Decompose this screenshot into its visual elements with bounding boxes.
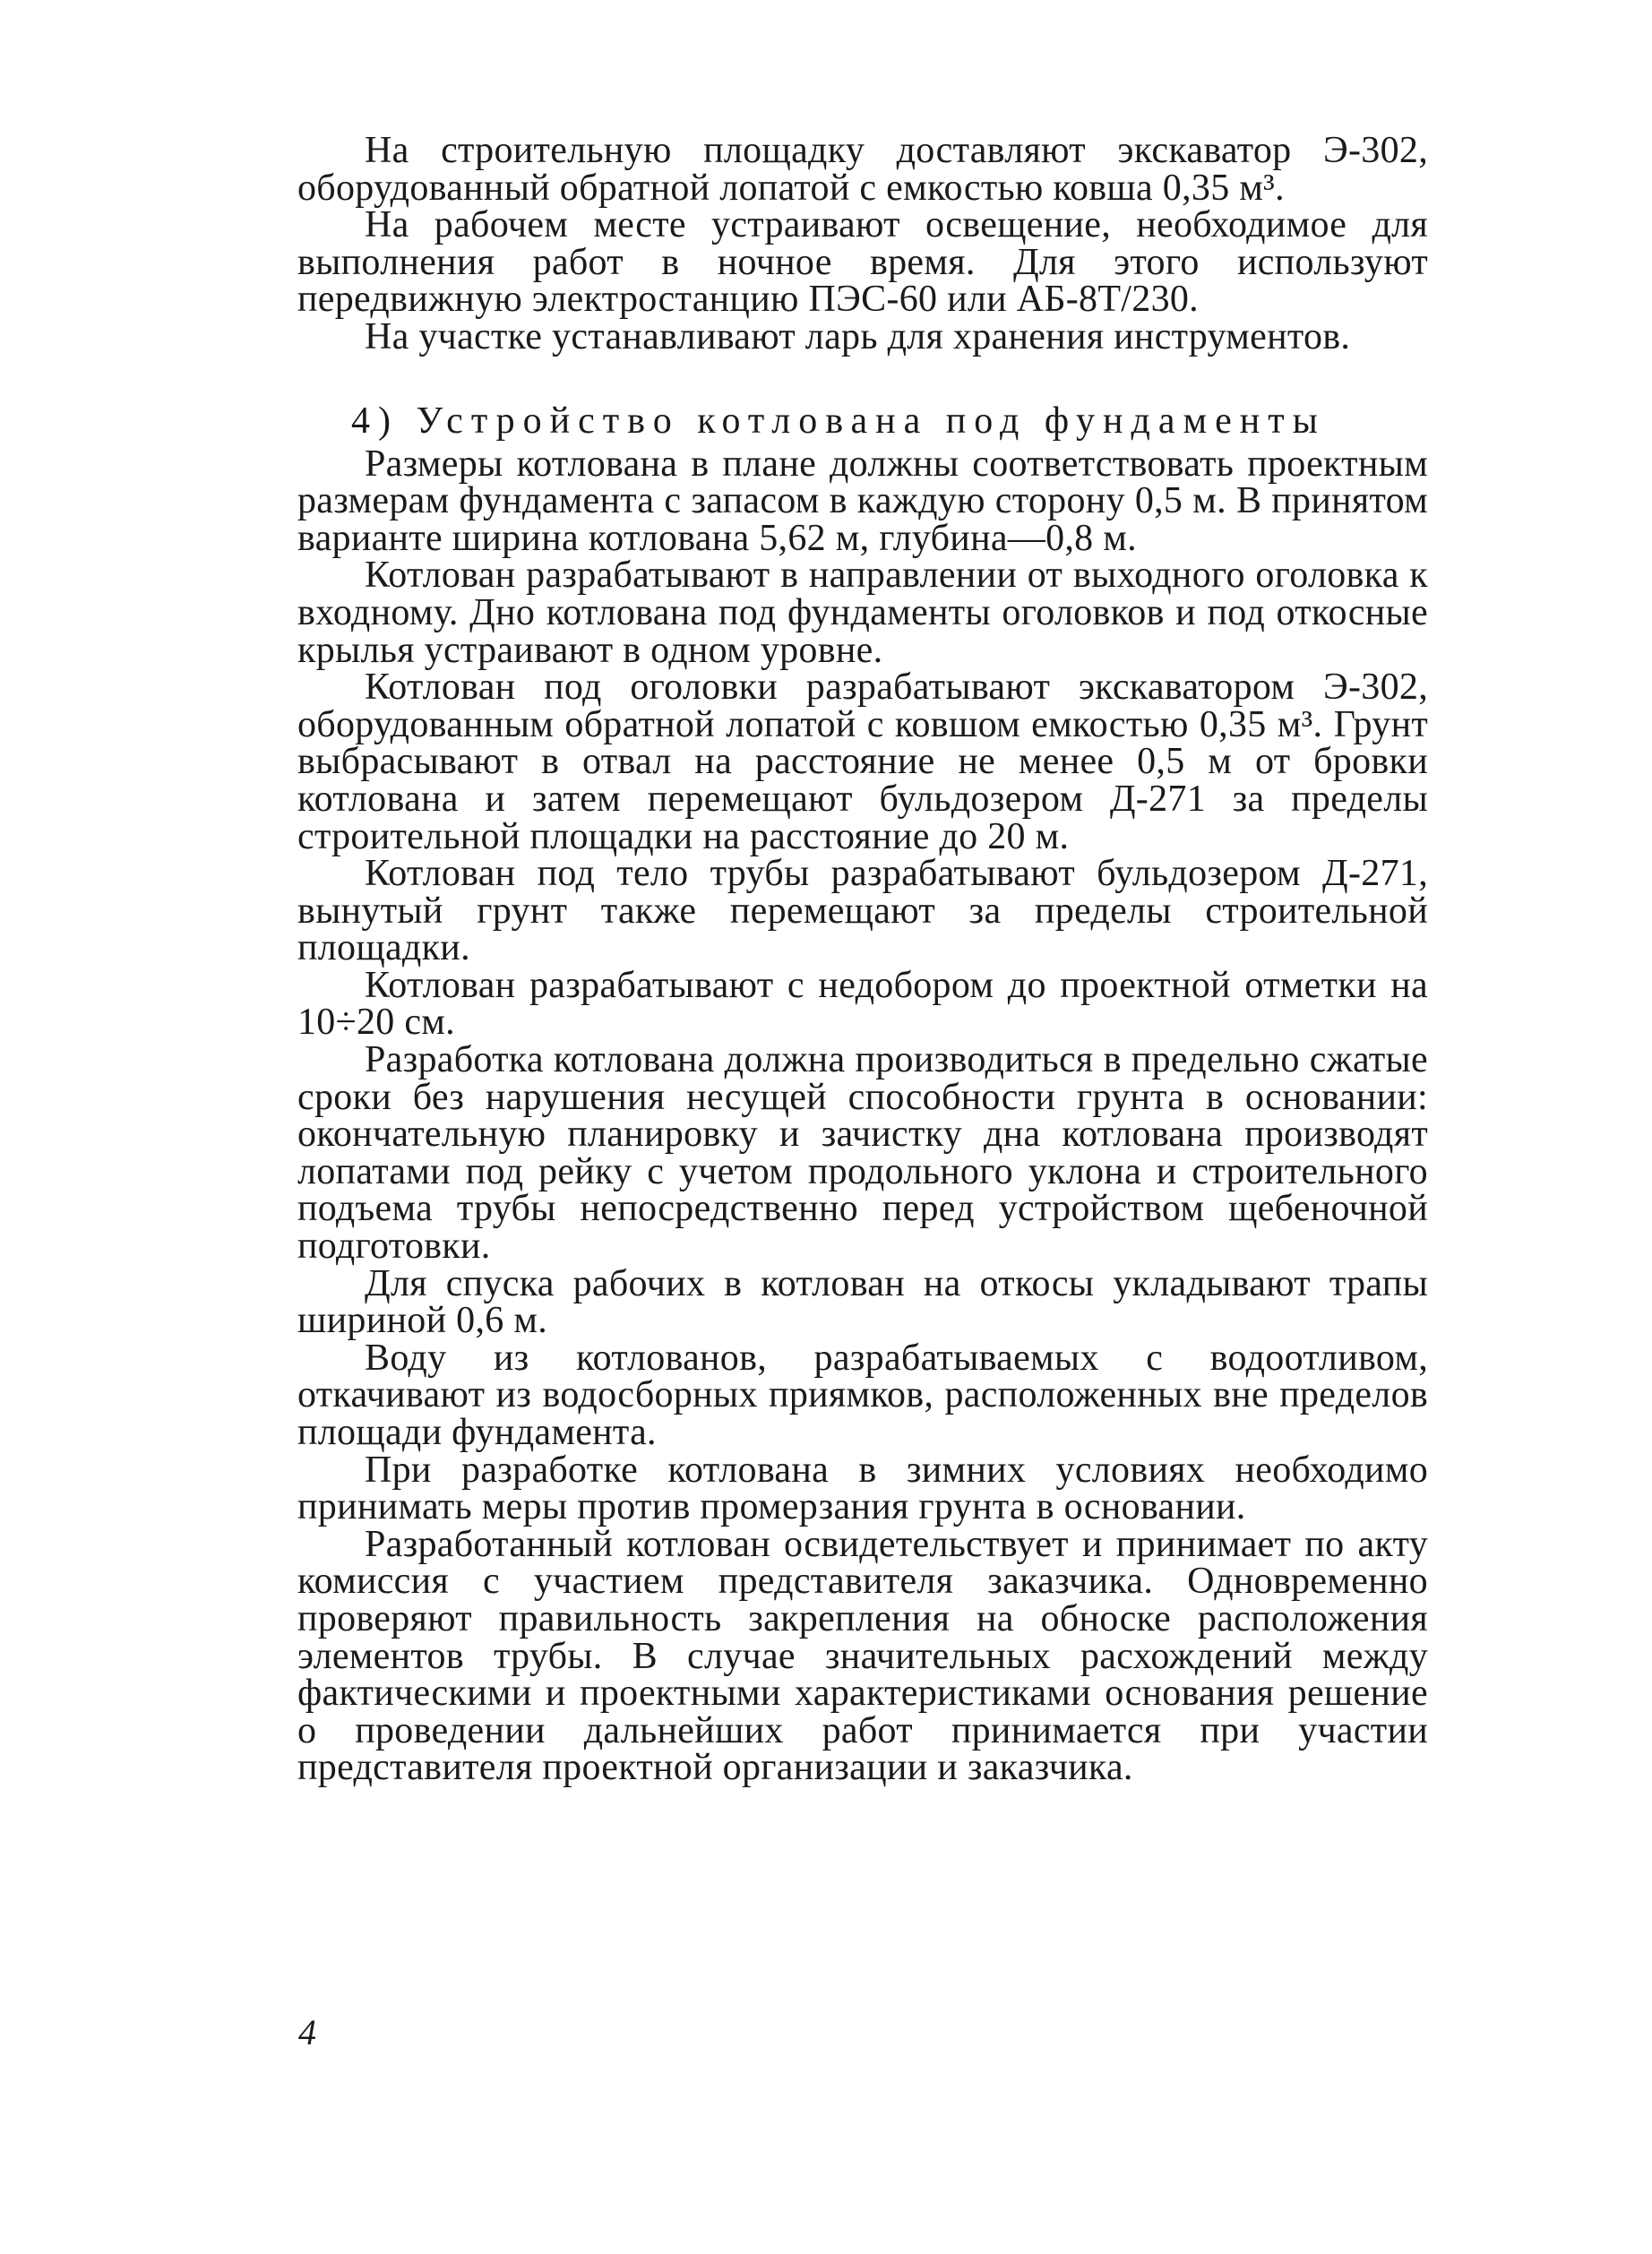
paragraph-tool-storage: На участке устанавливают ларь для хранения инструментов. <box>365 315 1351 357</box>
paragraph-winter-conditions: При разработке котлована в зимних условиях необходимо принимать меры против промерзания грунта в основании. <box>297 1449 1428 1528</box>
paragraph-acceptance: Разработанный котлован освидетельствует и принимает по акту комиссия с участием представителя заказчика. Одновременно проверяют правильность закрепления на обноске расположения элементов трубы. В случае значительных расхождений между фактическими и проектными характеристиками основания решение о проведении дальнейших работ принимается при участии представителя проектной организации и заказчика. <box>297 1523 1428 1789</box>
section-heading: 4) Устройство котлована под фундаменты <box>351 400 1326 442</box>
paragraph-pit-direction: Котлован разрабатывают в направлении от выходного оголовка к входному. Дно котлована под фундаменты оголовков и под откосные крылья устраивают в одном уровне. <box>297 555 1428 671</box>
paragraph-underexcavation: Котлован разрабатывают с недобором до проектной отметки на 10÷20 см. <box>297 964 1428 1044</box>
page-body <box>297 130 1428 1789</box>
paragraph-headwall-excavation: Котлован под оголовки разрабатывают экскаватором Э-302, оборудованным обратной лопатой с ковшом емкостью 0,35 м³. Грунт выбрасывают в отвал на расстояние не менее 0,5 м от бровки котлована и затем перемещают бульдозером Д-271 за пределы строительной площадки на расстояние до 20 м. <box>297 667 1428 857</box>
paragraph-excavation-timing: Разработка котлована должна производиться в предельно сжатые сроки без нарушения несущей способности грунта в основании: окончательную планировку и зачистку дна котлована производят лопатами под рейку с учетом продольного уклона и строительного подъема трубы непосредственно перед устройством щебеночной подготовки. <box>297 1039 1428 1268</box>
paragraph-pit-dimensions: Размеры котлована в плане должны соответствовать проектным размерам фундамента с запасом в каждую сторону 0,5 м. В принятом варианте ширина котлована 5,62 м, глубина—0,8 м. <box>297 443 1428 559</box>
paragraph-ladders: Для спуска рабочих в котлован на откосы укладывают трапы шириной 0,6 м. <box>297 1262 1428 1342</box>
page-number: 4 <box>298 2012 316 2052</box>
paragraph-excavator-delivery: На строительную площадку доставляют экскаватор Э-302, оборудованный обратной лопатой с емкостью ковша 0,35 м³. <box>297 130 1428 209</box>
paragraph-lighting: На рабочем месте устраивают освещение, необходимое для выполнения работ в ночное время. Для этого используют передвижную электростанцию ПЭС-60 или АБ-8Т/230. <box>297 204 1428 321</box>
paragraph-dewatering: Воду из котлованов, разрабатываемых с водоотливом, откачивают из водосборных приямков, расположенных вне пределов площади фундамента. <box>297 1337 1428 1453</box>
paragraph-pipe-body-excavation: Котлован под тело трубы разрабатывают бульдозером Д-271, вынутый грунт также перемещают за пределы строительной площадки. <box>297 853 1428 969</box>
